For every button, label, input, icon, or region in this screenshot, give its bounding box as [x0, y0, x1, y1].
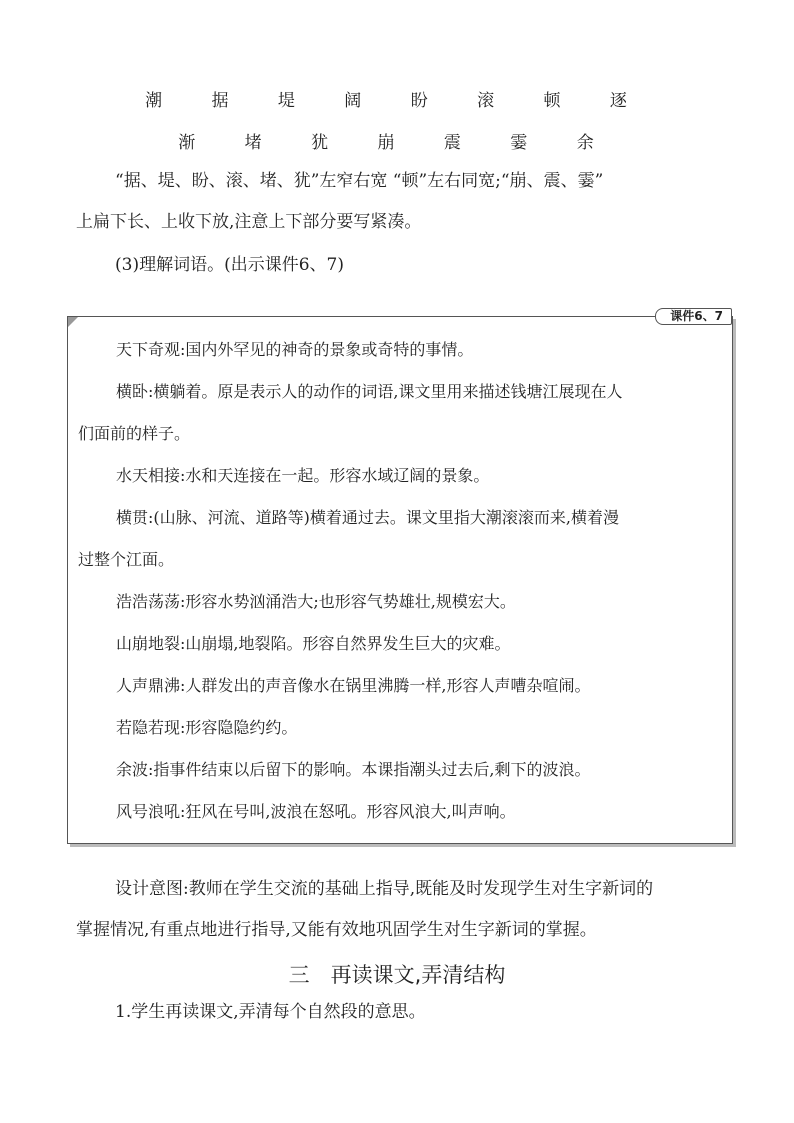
definition-line: 天下奇观:国内外罕见的神奇的景象或奇特的事情。 [116, 340, 474, 359]
definition-line: 横贯:(山脉、河流、道路等)横着通过去。课文里指大潮滚滚而来,横着漫 [116, 508, 619, 527]
definition-line: 水天相接:水和天连接在一起。形容水域辽阔的景象。 [116, 466, 490, 485]
section-item-1: 1.学生再读课文,弄清每个自然段的意思。 [115, 1002, 426, 1022]
character-row-1: 潮 据 堤 阔 盼 滚 顿 逐 [145, 91, 649, 111]
definition-line: 过整个江面。 [78, 550, 175, 569]
definition-line: 余波:指事件结束以后留下的影响。本课指潮头过去后,剩下的波浪。 [116, 760, 591, 779]
character-row-2: 渐 堵 犹 崩 震 霎 余 [178, 133, 616, 153]
guidance-line-2: 上扁下长、上收下放,注意上下部分要写紧凑。 [76, 212, 422, 232]
definition-line: 横卧:横躺着。原是表示人的动作的词语,课文里用来描述钱塘江展现在人 [116, 382, 623, 401]
definition-line: 浩浩荡荡:形容水势汹涌浩大;也形容气势雄壮,规模宏大。 [116, 592, 516, 611]
definition-line: 人声鼎沸:人群发出的声音像水在锅里沸腾一样,形容人声嘈杂喧闹。 [116, 676, 591, 695]
step-3-text: (3)理解词语。(出示课件6、7) [115, 255, 344, 275]
courseware-tag: 课件6、7 [655, 308, 732, 325]
courseware-box [67, 309, 733, 844]
design-intent-line-2: 掌握情况,有重点地进行指导,又能有效地巩固学生对生字新词的掌握。 [76, 920, 597, 940]
section-heading: 三 再读课文,弄清结构 [288, 963, 506, 987]
definition-line: 风号浪吼:狂风在号叫,波浪在怒吼。形容风浪大,叫声响。 [116, 802, 516, 821]
definition-line: 们面前的样子。 [78, 424, 191, 443]
corner-fold-icon [68, 317, 78, 327]
definition-line: 若隐若现:形容隐隐约约。 [116, 718, 298, 737]
guidance-line-1: “据、堤、盼、滚、堵、犹”左窄右宽 “顿”左右同宽;“崩、震、霎” [115, 171, 604, 191]
definition-line: 山崩地裂:山崩塌,地裂陷。形容自然界发生巨大的灾难。 [116, 634, 511, 653]
design-intent-line-1: 设计意图:教师在学生交流的基础上指导,既能及时发现学生对生字新词的 [115, 879, 654, 899]
